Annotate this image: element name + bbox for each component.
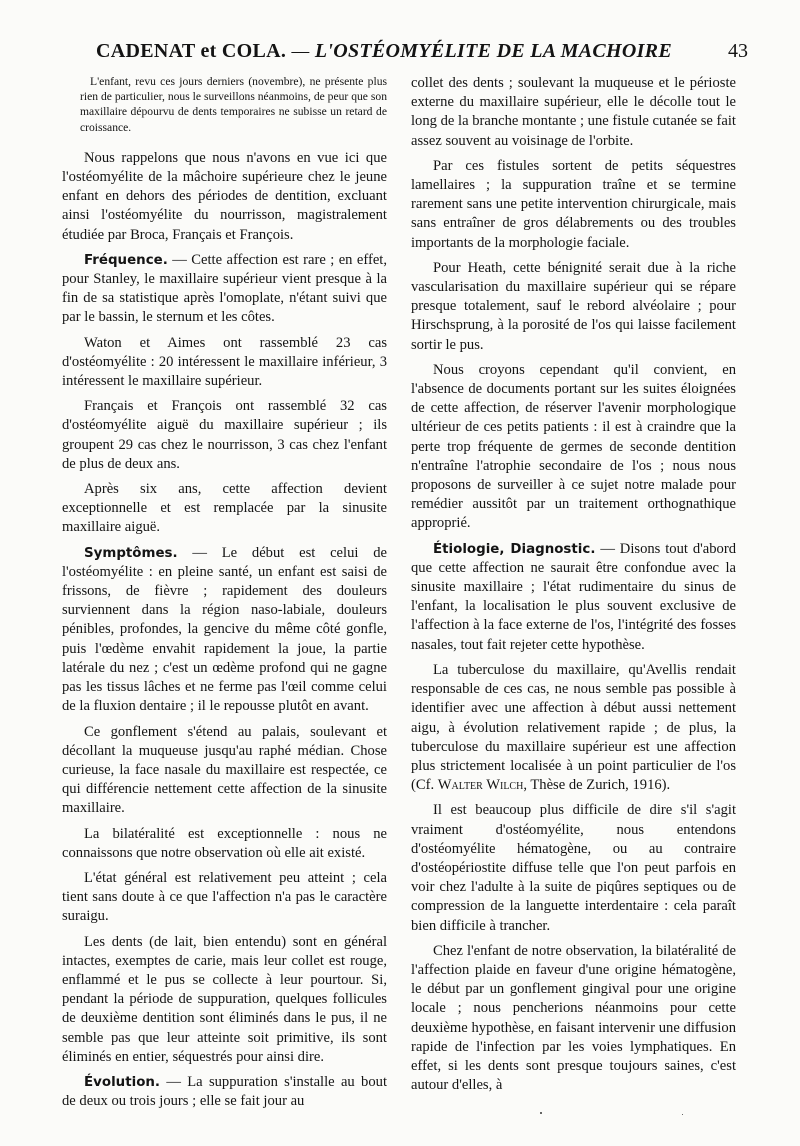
paper-speck [540, 1112, 542, 1114]
paragraph-text: La tuberculose du maxillaire, qu'Avellis rendait responsable de ces cas, ne nous semble pas possible à identifier avec une affection à début aussi nettement aigu, à évolution relativement rapide ; de plus, la tuberculose du maxillaire supérieur est une affection plus strictement localisée à un point particulier de l'os (Cf. [411, 661, 736, 794]
paragraph: Français et François ont rassemblé 32 cas d'ostéomyélite aiguë du maxillaire supérieur ; ils groupent 29 cas chez le nourrisson, 3 cas chez l'enfant de plus de deux ans. [62, 398, 387, 472]
header-separator: — [286, 40, 315, 62]
header-subject: L'OSTÉOMYÉLITE DE LA MACHOIRE [314, 40, 672, 62]
running-title [96, 40, 672, 63]
section-heading: Fréquence. [84, 252, 168, 268]
page-number: 43 [728, 40, 748, 62]
paragraph: Chez l'enfant de notre observation, la bilatéralité de l'affection plaide en faveur d'une origine hématogène, le début par un gonflement gingival pour une origine locale ; nous pencherions néanmoins pour cette deuxième hypothèse, en faisant intervenir une diffusion rapide de l'infection par les voies lymphatiques. En effet, si les dents sont presque toujours saines, c'est autour d'elles, à [411, 942, 736, 1094]
paragraph: Les dents (de lait, bien entendu) sont en général intactes, exemptes de carie, mais leur collet est rouge, enflammé et le pus se collecte à leur pourtour. Si, pendant la période de suppuration, quelques follicules de deuxième dentition sont éliminés dans le pus, il ne semble pas que leur atteinte soit primitive, ils sont éliminés en entier, séquestrés pour ainsi dire. [62, 933, 387, 1065]
paragraph: Nous rappelons que nous n'avons en vue ici que l'ostéomyélite de la mâchoire supérieure chez le jeune enfant en dehors des périodes de dentition, excluant ainsi l'ostéomyélite du nourrisson, magistralement étudiée par Broca, Français et François. [62, 149, 387, 243]
paragraph-etiologie [411, 540, 736, 655]
paragraph: Après six ans, cette affection devient exceptionnelle et est remplacée par la sinusite maxillaire aiguë. [62, 481, 387, 536]
paragraph-tuberculose [411, 661, 736, 795]
header-authors: CADENAT et COLA. [96, 40, 287, 62]
footnote-paragraph: L'enfant, revu ces jours derniers (novembre), ne présente plus rien de particulier, nous le surveillons néanmoins, de peur que son maxillaire dépourvu de dents temporaires ne subisse un retard de croissance. [80, 75, 387, 134]
paragraph: La bilatéralité est exceptionnelle : nous ne connaissons que notre observation où elle ait existé. [62, 825, 387, 861]
paper-speck [682, 1114, 683, 1115]
paragraph: Il est beaucoup plus difficile de dire s'il s'agit vraiment d'ostéomyélite, nous entendons d'ostéomyélite hématogène, ou au contraire d'ostéopériostite diffuse telle que l'on peut parfois en voir chez l'adulte à la suite de piqûres septiques ou de compression de la languette interdentaire : cela paraît bien difficile à trancher. [411, 802, 736, 934]
running-header [72, 40, 748, 70]
paragraph: Ce gonflement s'étend au palais, soulevant et décollant la muqueuse jusqu'au raphé médian. Chose curieuse, la face nasale du maxillaire est respectée, ce qui différencie nettement cette affection de la sinusite maxillaire. [62, 723, 387, 817]
paragraph-symptomes [62, 544, 387, 717]
paragraph-frequence [62, 251, 387, 328]
paragraph-text: — La suppuration s'installe au bout de deux ou trois jours ; elle se fait jour au [62, 1073, 387, 1110]
paragraph-text: — Cette affection est rare ; en effet, pour Stanley, le maxillaire supérieur vient presque à la fin de sa statistique après l'omoplate, n'étant suivi que par le bassin, le sternum et les côtes. [62, 251, 387, 326]
section-heading: Symptômes. [84, 545, 178, 561]
paragraph-text: , Thèse de Zurich, 1916). [523, 777, 671, 794]
paragraph: Pour Heath, cette bénignité serait due à la riche vascularisation du maxillaire supérieur qui se répare presque totalement, sauf le rebord alvéolaire ; pour Hirschsprung, à la porosité de l'os qui laisse facilement sortir le pus. [411, 259, 736, 353]
left-column [62, 74, 387, 1117]
cited-author: Walter Wilch [437, 777, 524, 794]
paragraph-evolution [62, 1073, 387, 1111]
right-column [411, 74, 736, 1101]
paragraph: Waton et Aimes ont rassemblé 23 cas d'ostéomyélite : 20 intéressent le maxillaire inférieur, 3 intéressent le maxillaire supérieur. [62, 334, 387, 390]
paragraph-text: — Disons tout d'abord que cette affection ne saurait être confondue avec la sinusite maxillaire ; l'état rudimentaire du sinus de l'enfant, la localisation le plus souvent exclusive de l'affection à la face externe de l'os, l'intégrité des fosses nasales, tout fait rejeter cette hypothèse. [411, 540, 736, 653]
paragraph: Nous croyons cependant qu'il convient, en l'absence de documents portant sur les suites éloignées de cette affection, de réserver l'avenir morphologique ultérieur de ces petits patients : il est à craindre que la perte trop fréquente de germes de seconde dentition n'entraîne l'atrophie secondaire de l'os ; nous nous proposons de surveiller à ce sujet notre malade pour remédier aussitôt par un traitement orthognathique approprié. [411, 361, 736, 532]
paragraph-continued: collet des dents ; soulevant la muqueuse et le périoste externe du maxillaire supérieur, elle le décolle tout le long de la branche montante ; une fistule cutanée se fait assez souvent au voisinage de l'orbite. [411, 75, 736, 149]
paragraph: Par ces fistules sortent de petits séquestres lamellaires ; la suppuration traîne et se termine rarement sans une petite intervention chirurgicale, mais sans entraîner de gros délabrements ou des troubles importants de la morphologie faciale. [411, 157, 736, 251]
paragraph-text: — Le début est celui de l'ostéomyélite : en pleine santé, un enfant est saisi de frissons, de fièvre ; rapidement des douleurs surviennent dans la région naso-labiale, douleurs pénibles, profondes, la gencive du même côté gonfle, puis l'œdème envahit rapidement la joue, la partie latérale du nez ; c'est un œdème profond qui ne gagne pas les tissus lâches et ne ferme pas l'œil comme celui de la fluxion dentaire ; il le repousse plutôt en avant. [62, 544, 387, 715]
section-heading: Étiologie, Diagnostic. [433, 541, 596, 557]
section-heading: Évolution. [84, 1074, 161, 1090]
paragraph: L'état général est relativement peu atteint ; cela tient sans doute à ce que l'affection n'a pas le caractère suraigu. [62, 869, 387, 925]
